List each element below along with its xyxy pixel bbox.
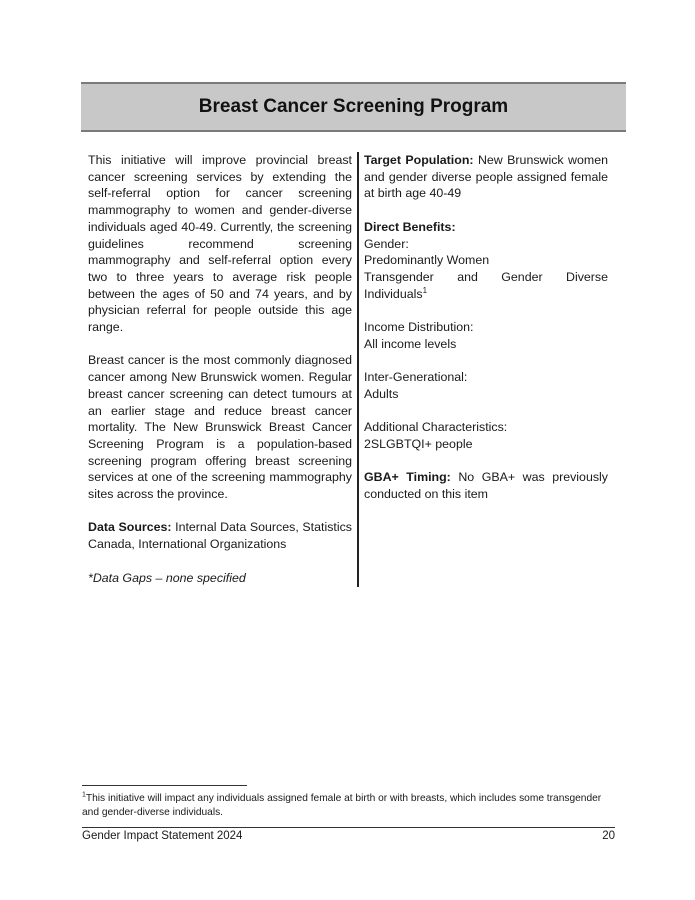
additional-characteristics-value: 2SLGBTQI+ people (364, 436, 473, 451)
target-population-value: New Brunswick women and gender diverse people assigned female at birth age 40-49 (364, 153, 608, 201)
data-gaps: *Data Gaps – none specified (88, 570, 246, 585)
page-title: Breast Cancer Screening Program (198, 96, 509, 117)
footnote-text: This initiative will impact any individuals assigned female at birth or with breasts, which includes some transgender and gender-diverse individuals. (82, 793, 602, 818)
context-paragraph: Breast cancer is the most commonly diagnosed cancer among New Brunswick women. Regular breast cancer screening can detect tumours at an earlier stage and reduce breast cancer mortality. The New Brunswick Breast Cancer Screening Program is a population-based screening program offering breast screening services at one of the screening mammography sites across the province. (88, 353, 352, 502)
additional-characteristics-label: Additional Characteristics: (364, 420, 508, 435)
target-population (364, 152, 608, 202)
footnote-rule (82, 785, 247, 786)
footnote (82, 792, 612, 820)
gba-timing-label: GBA+ Timing: (364, 470, 451, 485)
direct-benefits-section (364, 219, 608, 303)
gender-value-2-text: Transgender and Gender Diverse Individuals (364, 269, 608, 301)
gender-value-1: Predominantly Women (364, 253, 490, 268)
income-label: Income Distribution: (364, 320, 474, 334)
target-population-label: Target Population: (364, 153, 474, 167)
title-banner (81, 82, 626, 132)
column-divider (357, 152, 359, 587)
gender-value-2 (364, 269, 608, 302)
footnote-mark: 1 (82, 791, 86, 799)
right-column (364, 152, 608, 503)
page-number: 20 (602, 830, 615, 842)
additional-characteristics-section (364, 419, 608, 452)
data-sources-label: Data Sources: (88, 520, 172, 535)
left-column (88, 152, 352, 586)
intergenerational-section (364, 369, 608, 402)
direct-benefits-label: Direct Benefits: (364, 219, 456, 234)
income-section (364, 319, 608, 352)
income-value: All income levels (364, 336, 457, 351)
intergenerational-label: Inter-Generational: (364, 370, 468, 385)
footnote-reference: 1 (422, 285, 428, 295)
data-sources (88, 519, 352, 552)
gender-label: Gender: (364, 236, 409, 251)
gba-timing (364, 469, 608, 502)
footer-rule (82, 827, 615, 828)
intro-paragraph: This initiative will improve provincial breast cancer screening services by extending the self-referral option for cancer screening mammography to women and gender-diverse individuals aged 40-49. Currently, the screening guidelines recommend screening mammography and self-referral option every two to three years to average risk people between the ages of 50 and 74 years, and by physician referral for people outside this age range. (88, 153, 352, 335)
footer-title: Gender Impact Statement 2024 (82, 830, 243, 842)
intergenerational-value: Adults (364, 386, 399, 401)
data-sources-value: Internal Data Sources, Statistics Canada, International Organizations (88, 520, 352, 552)
gba-timing-value: No GBA+ was previously conducted on this item (364, 470, 608, 501)
